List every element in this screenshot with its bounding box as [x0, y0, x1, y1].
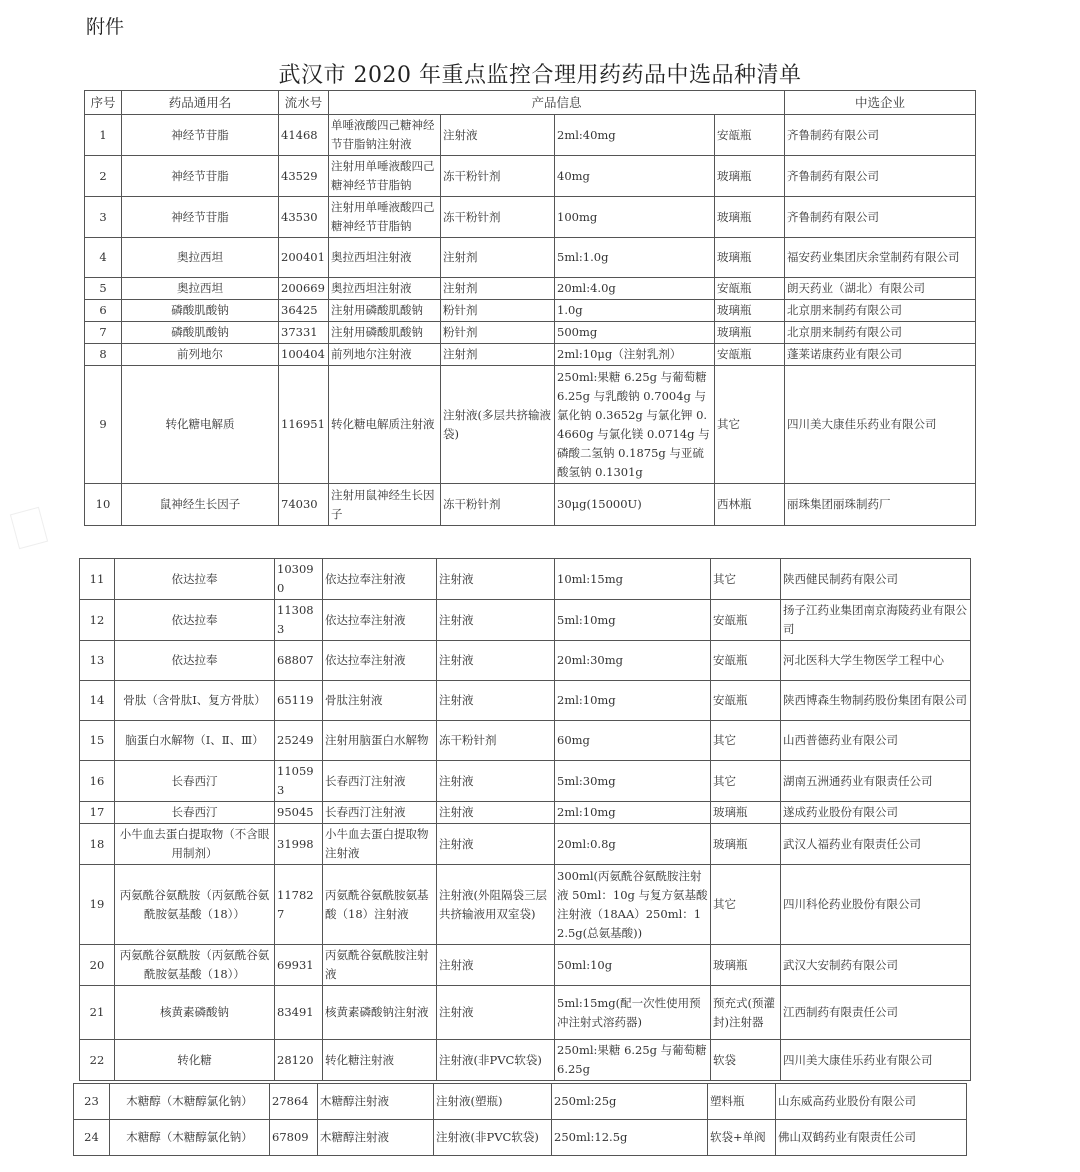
page-title: 武汉市 2020 年重点监控合理用药药品中选品种清单 — [278, 63, 802, 88]
generic-name-cell: 依达拉奉 — [115, 559, 275, 600]
seq-cell: 3 — [85, 197, 122, 238]
spec-cell: 20ml:30mg — [555, 641, 711, 681]
seq-cell: 22 — [80, 1040, 115, 1081]
package-cell: 其它 — [711, 721, 781, 761]
generic-name-cell: 依达拉奉 — [115, 600, 275, 641]
generic-name-cell: 长春西汀 — [115, 802, 275, 824]
table-row — [85, 322, 976, 344]
company-cell: 佛山双鹤药业有限责任公司 — [776, 1120, 967, 1156]
company-cell: 江西制药有限责任公司 — [781, 986, 971, 1040]
dosage-form-cell: 注射液(外阻隔袋三层共挤输液用双室袋) — [437, 865, 555, 945]
dosage-form-cell: 注射液 — [437, 986, 555, 1040]
product-name-cell: 依达拉奉注射液 — [323, 600, 437, 641]
spec-cell: 2ml:10mg — [555, 802, 711, 824]
table-body-3 — [74, 1084, 967, 1156]
generic-name-cell: 丙氨酰谷氨酰胺（丙氨酰谷氨酰胺氨基酸（18）） — [115, 865, 275, 945]
table-row — [80, 559, 971, 600]
table-row — [80, 945, 971, 986]
company-cell: 陕西博森生物制药股份集团有限公司 — [781, 681, 971, 721]
generic-name-cell: 丙氨酰谷氨酰胺（丙氨酰谷氨酰胺氨基酸（18）） — [115, 945, 275, 986]
company-cell: 山东威高药业股份有限公司 — [776, 1084, 967, 1120]
generic-name-cell: 核黄素磷酸钠 — [115, 986, 275, 1040]
product-name-cell: 小牛血去蛋白提取物注射液 — [323, 824, 437, 865]
spec-cell: 250ml:果糖 6.25g 与葡萄糖 6.25g 与乳酸钠 0.7004g 与氯化钠 0.3652g 与氯化钾 0.4660g 与氯化镁 0.0714g 与磷酸二氢钠 0.1875g 与亚硫酸氢钠 0.1301g — [555, 366, 715, 484]
table-row — [80, 802, 971, 824]
dosage-form-cell: 冻干粉针剂 — [441, 484, 555, 526]
company-cell: 齐鲁制药有限公司 — [785, 156, 976, 197]
company-cell: 朗天药业（湖北）有限公司 — [785, 278, 976, 300]
table-row — [85, 278, 976, 300]
spec-cell: 2ml:40mg — [555, 115, 715, 156]
product-name-cell: 注射用鼠神经生长因子 — [329, 484, 441, 526]
dosage-form-cell: 注射液 — [441, 115, 555, 156]
table-row — [80, 865, 971, 945]
dosage-form-cell: 注射剂 — [441, 278, 555, 300]
serial-cell: 117827 — [275, 865, 323, 945]
generic-name-cell: 前列地尔 — [122, 344, 279, 366]
package-cell: 玻璃瓶 — [711, 824, 781, 865]
package-cell: 玻璃瓶 — [715, 238, 785, 278]
package-cell: 安瓿瓶 — [711, 600, 781, 641]
spec-cell: 250ml:果糖 6.25g 与葡萄糖 6.25g — [555, 1040, 711, 1081]
table-row — [74, 1120, 967, 1156]
company-cell: 扬子江药业集团南京海陵药业有限公司 — [781, 600, 971, 641]
spec-cell: 2ml:10mg — [555, 681, 711, 721]
dosage-form-cell: 注射液(非PVC软袋) — [434, 1120, 552, 1156]
package-cell: 安瓿瓶 — [711, 681, 781, 721]
seq-cell: 1 — [85, 115, 122, 156]
product-name-cell: 奥拉西坦注射液 — [329, 238, 441, 278]
serial-cell: 41468 — [279, 115, 329, 156]
dosage-form-cell: 注射液 — [437, 559, 555, 600]
dosage-form-cell: 注射液 — [437, 802, 555, 824]
seq-cell: 9 — [85, 366, 122, 484]
company-cell: 武汉人福药业有限责任公司 — [781, 824, 971, 865]
table-row — [80, 600, 971, 641]
generic-name-cell: 木糖醇（木糖醇氯化钠） — [110, 1120, 270, 1156]
spec-cell: 20ml:4.0g — [555, 278, 715, 300]
seq-cell: 11 — [80, 559, 115, 600]
generic-name-cell: 奥拉西坦 — [122, 238, 279, 278]
serial-cell: 100404 — [279, 344, 329, 366]
table-row — [85, 300, 976, 322]
package-cell: 玻璃瓶 — [715, 197, 785, 238]
company-cell: 遂成药业股份有限公司 — [781, 802, 971, 824]
table-row — [80, 721, 971, 761]
dosage-form-cell: 注射液 — [437, 600, 555, 641]
company-cell: 山西普德药业有限公司 — [781, 721, 971, 761]
seq-cell: 7 — [85, 322, 122, 344]
package-cell: 软袋+单阀 — [708, 1120, 776, 1156]
seq-cell: 19 — [80, 865, 115, 945]
spec-cell: 20ml:0.8g — [555, 824, 711, 865]
company-cell: 齐鲁制药有限公司 — [785, 197, 976, 238]
dosage-form-cell: 注射剂 — [441, 238, 555, 278]
package-cell: 安瓿瓶 — [715, 278, 785, 300]
company-cell: 陕西健民制药有限公司 — [781, 559, 971, 600]
generic-name-cell: 神经节苷脂 — [122, 115, 279, 156]
spec-cell: 300ml(丙氨酰谷氨酰胺注射液 50ml：10g 与复方氨基酸注射液（18AA）250ml：12.5g(总氨基酸)) — [555, 865, 711, 945]
generic-name-cell: 转化糖 — [115, 1040, 275, 1081]
generic-name-cell: 磷酸肌酸钠 — [122, 300, 279, 322]
seq-cell: 5 — [85, 278, 122, 300]
product-name-cell: 依达拉奉注射液 — [323, 559, 437, 600]
company-cell: 福安药业集团庆余堂制药有限公司 — [785, 238, 976, 278]
product-name-cell: 长春西汀注射液 — [323, 761, 437, 802]
spec-cell: 60mg — [555, 721, 711, 761]
spec-cell: 5ml:10mg — [555, 600, 711, 641]
spec-cell: 30μg(15000U) — [555, 484, 715, 526]
product-name-cell: 长春西汀注射液 — [323, 802, 437, 824]
seq-cell: 20 — [80, 945, 115, 986]
company-cell: 四川科伦药业股份有限公司 — [781, 865, 971, 945]
seq-cell: 6 — [85, 300, 122, 322]
company-cell: 河北医科大学生物医学工程中心 — [781, 641, 971, 681]
attachment-label: 附件 — [86, 16, 125, 38]
company-cell: 四川美大康佳乐药业有限公司 — [785, 366, 976, 484]
seq-cell: 16 — [80, 761, 115, 802]
spec-cell: 5ml:30mg — [555, 761, 711, 802]
product-name-cell: 注射用磷酸肌酸钠 — [329, 322, 441, 344]
drug-table-part-3 — [73, 1083, 967, 1156]
spec-cell: 250ml:25g — [552, 1084, 708, 1120]
seq-cell: 12 — [80, 600, 115, 641]
spec-cell: 2ml:10μg（注射乳剂） — [555, 344, 715, 366]
dosage-form-cell: 注射液 — [437, 945, 555, 986]
serial-cell: 27864 — [270, 1084, 318, 1120]
table-row — [80, 641, 971, 681]
company-cell: 湖南五洲通药业有限责任公司 — [781, 761, 971, 802]
table-row — [80, 1040, 971, 1081]
serial-cell: 200401 — [279, 238, 329, 278]
company-cell: 武汉大安制药有限公司 — [781, 945, 971, 986]
package-cell: 西林瓶 — [715, 484, 785, 526]
spec-cell: 100mg — [555, 197, 715, 238]
table-row — [80, 986, 971, 1040]
product-name-cell: 丙氨酰谷氨酰胺注射液 — [323, 945, 437, 986]
spec-cell: 500mg — [555, 322, 715, 344]
serial-cell: 65119 — [275, 681, 323, 721]
dosage-form-cell: 注射液(非PVC软袋) — [437, 1040, 555, 1081]
seq-cell: 4 — [85, 238, 122, 278]
serial-cell: 25249 — [275, 721, 323, 761]
product-name-cell: 转化糖电解质注射液 — [329, 366, 441, 484]
dosage-form-cell: 注射液 — [437, 824, 555, 865]
serial-cell: 83491 — [275, 986, 323, 1040]
serial-cell: 95045 — [275, 802, 323, 824]
package-cell: 安瓿瓶 — [715, 115, 785, 156]
product-name-cell: 骨肽注射液 — [323, 681, 437, 721]
seq-cell: 17 — [80, 802, 115, 824]
spec-cell: 40mg — [555, 156, 715, 197]
serial-cell: 43530 — [279, 197, 329, 238]
dosage-form-cell: 冻干粉针剂 — [441, 156, 555, 197]
product-name-cell: 奥拉西坦注射液 — [329, 278, 441, 300]
dosage-form-cell: 注射液(塑瓶) — [434, 1084, 552, 1120]
dosage-form-cell: 注射剂 — [441, 344, 555, 366]
table-body-1 — [85, 115, 976, 526]
table-header-row — [85, 91, 976, 115]
generic-name-cell: 磷酸肌酸钠 — [122, 322, 279, 344]
spec-cell: 50ml:10g — [555, 945, 711, 986]
serial-cell: 68807 — [275, 641, 323, 681]
table-row — [85, 344, 976, 366]
package-cell: 玻璃瓶 — [715, 322, 785, 344]
company-cell: 齐鲁制药有限公司 — [785, 115, 976, 156]
serial-cell: 31998 — [275, 824, 323, 865]
product-name-cell: 前列地尔注射液 — [329, 344, 441, 366]
seq-cell: 13 — [80, 641, 115, 681]
generic-name-cell: 骨肽（含骨肽Ⅰ、复方骨肽） — [115, 681, 275, 721]
company-cell: 北京朋来制药有限公司 — [785, 322, 976, 344]
generic-name-cell: 神经节苷脂 — [122, 156, 279, 197]
generic-name-cell: 依达拉奉 — [115, 641, 275, 681]
serial-cell: 67809 — [270, 1120, 318, 1156]
table-row — [74, 1084, 967, 1120]
package-cell: 其它 — [711, 559, 781, 600]
header-seq: 序号 — [85, 91, 122, 115]
generic-name-cell: 脑蛋白水解物（Ⅰ、Ⅱ、Ⅲ） — [115, 721, 275, 761]
table-row — [80, 681, 971, 721]
dosage-form-cell: 冻干粉针剂 — [437, 721, 555, 761]
table-row — [80, 824, 971, 865]
serial-cell: 110593 — [275, 761, 323, 802]
generic-name-cell: 转化糖电解质 — [122, 366, 279, 484]
dosage-form-cell: 注射液 — [437, 761, 555, 802]
product-name-cell: 木糖醇注射液 — [318, 1120, 434, 1156]
serial-cell: 37331 — [279, 322, 329, 344]
serial-cell: 74030 — [279, 484, 329, 526]
package-cell: 预充式(预灌封)注射器 — [711, 986, 781, 1040]
table-row — [85, 115, 976, 156]
generic-name-cell: 小牛血去蛋白提取物（不含眼用制剂） — [115, 824, 275, 865]
header-serial: 流水号 — [279, 91, 329, 115]
package-cell: 其它 — [711, 761, 781, 802]
table-body-2 — [80, 559, 971, 1081]
product-name-cell: 丙氨酰谷氨酰胺氨基酸（18）注射液 — [323, 865, 437, 945]
header-company: 中选企业 — [785, 91, 976, 115]
generic-name-cell: 神经节苷脂 — [122, 197, 279, 238]
table-row — [85, 238, 976, 278]
dosage-form-cell: 冻干粉针剂 — [441, 197, 555, 238]
serial-cell: 113083 — [275, 600, 323, 641]
seq-cell: 21 — [80, 986, 115, 1040]
serial-cell: 43529 — [279, 156, 329, 197]
spec-cell: 5ml:15mg(配一次性使用预冲注射式溶药器) — [555, 986, 711, 1040]
table-row — [85, 156, 976, 197]
product-name-cell: 单唾液酸四己糖神经节苷脂钠注射液 — [329, 115, 441, 156]
product-name-cell: 注射用单唾液酸四己糖神经节苷脂钠 — [329, 156, 441, 197]
spec-cell: 5ml:1.0g — [555, 238, 715, 278]
header-generic-name: 药品通用名 — [122, 91, 279, 115]
package-cell: 安瓿瓶 — [715, 344, 785, 366]
seq-cell: 18 — [80, 824, 115, 865]
table-row — [85, 366, 976, 484]
spec-cell: 250ml:12.5g — [552, 1120, 708, 1156]
seq-cell: 10 — [85, 484, 122, 526]
serial-cell: 36425 — [279, 300, 329, 322]
package-cell: 塑料瓶 — [708, 1084, 776, 1120]
faint-watermark — [10, 507, 48, 550]
package-cell: 玻璃瓶 — [715, 156, 785, 197]
dosage-form-cell: 注射液 — [437, 681, 555, 721]
seq-cell: 24 — [74, 1120, 110, 1156]
package-cell: 软袋 — [711, 1040, 781, 1081]
package-cell: 其它 — [711, 865, 781, 945]
company-cell: 蓬莱诺康药业有限公司 — [785, 344, 976, 366]
seq-cell: 2 — [85, 156, 122, 197]
package-cell: 其它 — [715, 366, 785, 484]
spec-cell: 10ml:15mg — [555, 559, 711, 600]
header-product-info: 产品信息 — [329, 91, 785, 115]
product-name-cell: 木糖醇注射液 — [318, 1084, 434, 1120]
product-name-cell: 注射用脑蛋白水解物 — [323, 721, 437, 761]
generic-name-cell: 鼠神经生长因子 — [122, 484, 279, 526]
table-row — [80, 761, 971, 802]
product-name-cell: 转化糖注射液 — [323, 1040, 437, 1081]
product-name-cell: 注射用磷酸肌酸钠 — [329, 300, 441, 322]
spec-cell: 1.0g — [555, 300, 715, 322]
dosage-form-cell: 注射液(多层共挤输液袋) — [441, 366, 555, 484]
serial-cell: 200669 — [279, 278, 329, 300]
seq-cell: 14 — [80, 681, 115, 721]
company-cell: 北京朋来制药有限公司 — [785, 300, 976, 322]
dosage-form-cell: 粉针剂 — [441, 322, 555, 344]
table-row — [85, 197, 976, 238]
seq-cell: 15 — [80, 721, 115, 761]
generic-name-cell: 长春西汀 — [115, 761, 275, 802]
serial-cell: 69931 — [275, 945, 323, 986]
company-cell: 四川美大康佳乐药业有限公司 — [781, 1040, 971, 1081]
company-cell: 丽珠集团丽珠制药厂 — [785, 484, 976, 526]
product-name-cell: 依达拉奉注射液 — [323, 641, 437, 681]
seq-cell: 23 — [74, 1084, 110, 1120]
package-cell: 玻璃瓶 — [715, 300, 785, 322]
seq-cell: 8 — [85, 344, 122, 366]
serial-cell: 103090 — [275, 559, 323, 600]
package-cell: 安瓿瓶 — [711, 641, 781, 681]
package-cell: 玻璃瓶 — [711, 802, 781, 824]
serial-cell: 116951 — [279, 366, 329, 484]
table-row — [85, 484, 976, 526]
generic-name-cell: 木糖醇（木糖醇氯化钠） — [110, 1084, 270, 1120]
generic-name-cell: 奥拉西坦 — [122, 278, 279, 300]
serial-cell: 28120 — [275, 1040, 323, 1081]
package-cell: 玻璃瓶 — [711, 945, 781, 986]
dosage-form-cell: 注射液 — [437, 641, 555, 681]
product-name-cell: 核黄素磷酸钠注射液 — [323, 986, 437, 1040]
drug-table-part-1 — [84, 90, 976, 526]
product-name-cell: 注射用单唾液酸四己糖神经节苷脂钠 — [329, 197, 441, 238]
drug-table-part-2 — [79, 558, 971, 1081]
dosage-form-cell: 粉针剂 — [441, 300, 555, 322]
